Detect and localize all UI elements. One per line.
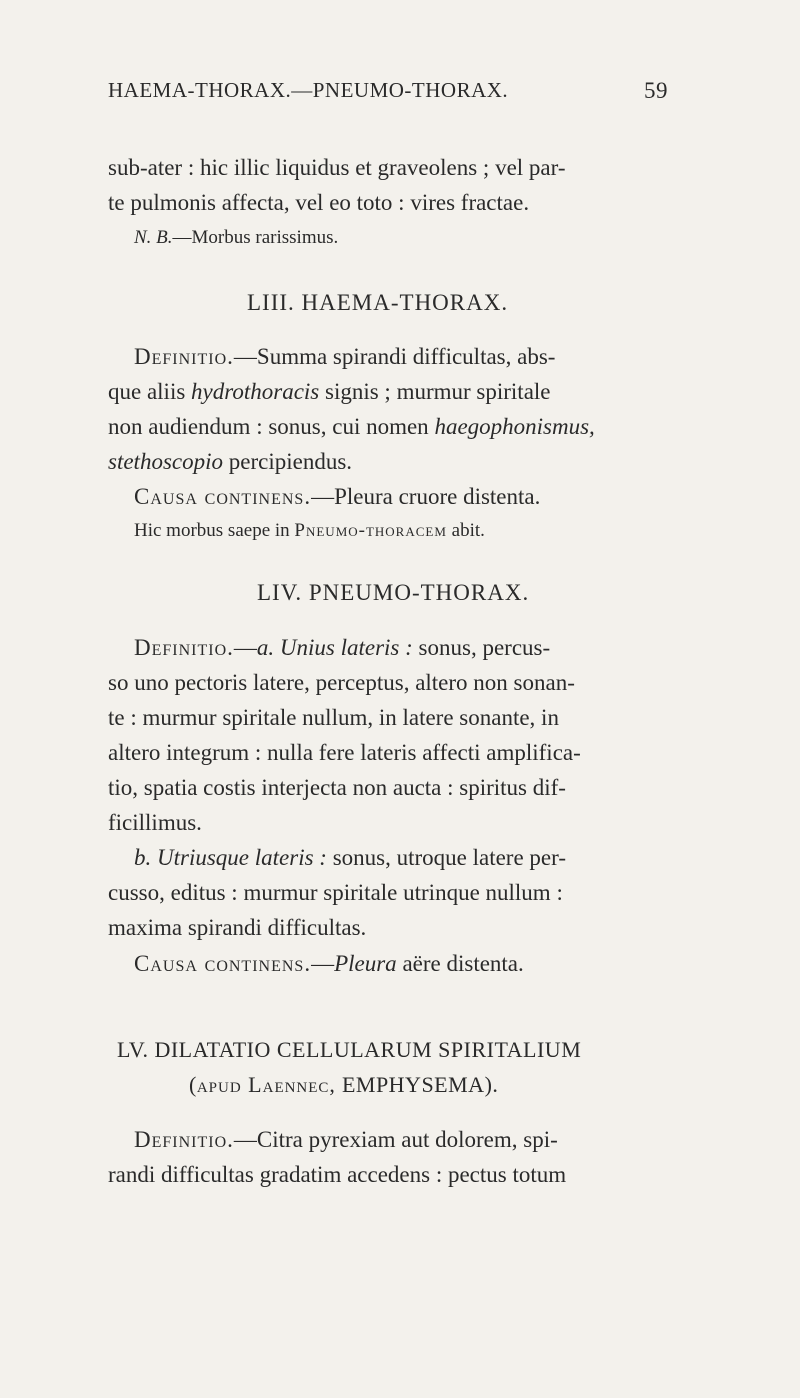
s53-line-1-text: —Summa spirandi difficultas, abs- (233, 344, 556, 369)
running-title: HAEMA-THORAX.—PNEUMO-THORAX. (108, 78, 509, 102)
s55-line-1 (134, 1126, 724, 1154)
s54-causa-dash: — (311, 951, 335, 976)
s55-line-1-text: —Citra pyrexiam aut dolorem, spi- (233, 1127, 558, 1152)
s54-line-8: cusso, editus : murmur spiritale utrinque nullum : (108, 880, 563, 905)
section-heading-liii: LIII. HAEMA-THORAX. (247, 290, 509, 315)
s53-causa-label: Causa continens. (134, 484, 312, 509)
section-heading-liv: LIV. PNEUMO-THORAX. (257, 580, 530, 605)
page-number: 59 (644, 78, 668, 103)
s53-causa-line (134, 483, 724, 511)
s55-sub-b: EMPHYSEMA). (335, 1072, 499, 1097)
nota-bene (134, 224, 724, 252)
s53-line-2-b: signis ; murmur spiritale (319, 379, 551, 404)
s54-line-1-b: sonus, percus- (412, 635, 551, 660)
s54-line-5: tio, spatia costis interjecta non aucta : spiritus dif- (108, 775, 566, 800)
s54-line-7-italic: b. Utriusque lateris : (134, 845, 327, 870)
s55-sub-open: ( (189, 1072, 197, 1097)
running-header (108, 78, 668, 103)
s54-line-7-b: sonus, utroque latere per- (326, 845, 566, 870)
s53-line-2-italic: hydrothoracis (191, 379, 320, 404)
s53-hic-line (134, 517, 724, 545)
section-heading-lv: LV. DILATATIO CELLULARUM SPIRITALIUM (117, 1037, 582, 1062)
s54-definitio-label: Definitio. (134, 635, 234, 660)
s54-line-1 (134, 634, 724, 662)
s53-causa-text: —Pleura cruore distenta. (311, 484, 541, 509)
s53-hic-smallcaps: Pneumo-thoracem (294, 520, 447, 541)
s54-line-9: maxima spirandi difficultas. (108, 915, 367, 940)
s54-causa-line (134, 950, 724, 978)
s53-hic-a: Hic morbus saepe in (134, 520, 295, 541)
s54-line-6: ficillimus. (108, 810, 202, 835)
s53-line-1 (134, 343, 724, 371)
s54-line-4: altero integrum : nulla fere lateris affecti amplifica- (108, 740, 581, 765)
s55-definitio-label: Definitio. (134, 1127, 234, 1152)
s54-line-3: te : murmur spiritale nullum, in latere sonante, in (108, 705, 559, 730)
s53-definitio-label: Definitio. (134, 344, 234, 369)
s54-line-1-dash: — (233, 635, 257, 660)
s54-line-2: so uno pectoris latere, perceptus, altero non sonan- (108, 670, 575, 695)
s53-line-4-b: percipiendus. (223, 449, 353, 474)
s55-line-2: randi difficultas gradatim accedens : pectus totum (108, 1162, 567, 1187)
s53-line-4 (108, 448, 698, 476)
s54-causa-label: Causa continens. (134, 951, 312, 976)
s53-line-3-italic: haegophonismus, (434, 414, 595, 439)
s53-line-2 (108, 378, 698, 406)
s53-line-4-italic: stethoscopio (108, 449, 223, 474)
s55-sub-smallcaps: apud Laennec, (196, 1072, 336, 1097)
nota-bene-text: —Morbus rarissimus. (172, 227, 339, 248)
section-subheading-lv (189, 1072, 498, 1098)
s53-hic-b: abit. (446, 520, 485, 541)
nota-bene-label: N. B. (134, 227, 173, 248)
s54-causa-italic: Pleura (334, 951, 397, 976)
intro-line-2: te pulmonis affecta, vel eo toto : vires fractae. (108, 190, 530, 215)
s53-line-2-a: que aliis (108, 379, 192, 404)
s54-line-1-italic: a. Unius lateris : (256, 635, 413, 660)
s53-line-3 (108, 413, 698, 441)
s54-line-7 (134, 844, 724, 872)
s54-causa-b: aëre distenta. (396, 951, 524, 976)
s53-line-3-a: non audiendum : sonus, cui nomen (108, 414, 435, 439)
intro-line-1: sub-ater : hic illic liquidus et graveolens ; vel par- (108, 155, 566, 180)
